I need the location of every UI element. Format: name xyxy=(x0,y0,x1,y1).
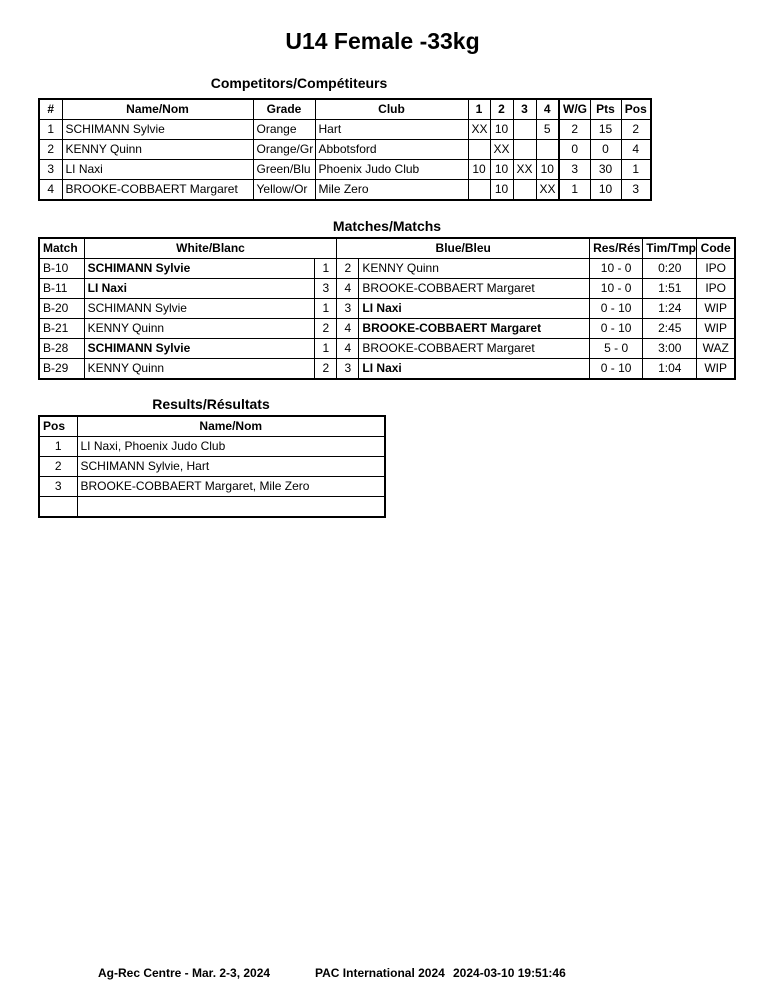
competitor-pos: 2 xyxy=(621,120,651,140)
competitor-pts: 0 xyxy=(590,140,621,160)
col-score2-header: 2 xyxy=(490,99,513,120)
competitor-score: 10 xyxy=(490,180,513,201)
col-num-header: # xyxy=(39,99,62,120)
match-id: B-28 xyxy=(39,339,84,359)
page-title: U14 Female -33kg xyxy=(285,28,480,54)
match-blue-num: 4 xyxy=(337,339,359,359)
match-blue-num: 3 xyxy=(337,299,359,319)
match-blue-num: 4 xyxy=(337,279,359,299)
col-score1-header: 1 xyxy=(468,99,490,120)
competitor-score: 10 xyxy=(536,160,559,180)
match-id: B-20 xyxy=(39,299,84,319)
match-white-name: SCHIMANN Sylvie xyxy=(84,259,315,279)
competitor-score xyxy=(536,140,559,160)
match-code: IPO xyxy=(697,279,735,299)
col-match-header: Match xyxy=(39,238,84,259)
competitor-score xyxy=(513,120,536,140)
match-id: B-21 xyxy=(39,319,84,339)
competitor-score: XX xyxy=(490,140,513,160)
competitor-score: 5 xyxy=(536,120,559,140)
competitor-grade: Orange/Gr xyxy=(253,140,315,160)
competitor-name: BROOKE-COBBAERT Margaret xyxy=(62,180,253,201)
competitor-wg: 3 xyxy=(559,160,590,180)
competitor-wg: 1 xyxy=(559,180,590,201)
competitor-club: Phoenix Judo Club xyxy=(315,160,468,180)
match-time: 1:51 xyxy=(643,279,697,299)
result-name: BROOKE-COBBAERT Margaret, Mile Zero xyxy=(77,477,385,497)
match-blue-name: BROOKE-COBBAERT Margaret xyxy=(359,339,590,359)
table-row xyxy=(39,160,651,180)
match-white-name: SCHIMANN Sylvie xyxy=(84,299,315,319)
competitor-score xyxy=(513,140,536,160)
results-section-title: Results/Résultats xyxy=(152,396,270,412)
result-name: SCHIMANN Sylvie, Hart xyxy=(77,457,385,477)
match-blue-name: BROOKE-COBBAERT Margaret xyxy=(359,319,590,339)
col-blue-header: Blue/Bleu xyxy=(337,238,590,259)
match-white-name: LI Naxi xyxy=(84,279,315,299)
table-row xyxy=(39,339,735,359)
competitor-grade: Green/Blu xyxy=(253,160,315,180)
col-pts-header: Pts xyxy=(590,99,621,120)
competitor-wg: 0 xyxy=(559,140,590,160)
competitor-pos: 1 xyxy=(621,160,651,180)
competitor-num: 1 xyxy=(39,120,62,140)
match-time: 1:04 xyxy=(643,359,697,380)
col-name-header: Name/Nom xyxy=(62,99,253,120)
col-score3-header: 3 xyxy=(513,99,536,120)
footer-venue: Ag-Rec Centre - Mar. 2-3, 2024 xyxy=(98,966,271,980)
match-time: 0:20 xyxy=(643,259,697,279)
match-code: WIP xyxy=(697,299,735,319)
match-blue-name: LI Naxi xyxy=(359,359,590,380)
match-result: 0 - 10 xyxy=(590,299,643,319)
table-row xyxy=(39,279,735,299)
result-name: LI Naxi, Phoenix Judo Club xyxy=(77,437,385,457)
competitor-name: SCHIMANN Sylvie xyxy=(62,120,253,140)
matches-table xyxy=(38,237,736,380)
match-blue-name: KENNY Quinn xyxy=(359,259,590,279)
col-time-header: Tim/Tmp xyxy=(643,238,697,259)
match-blue-num: 3 xyxy=(337,359,359,380)
competitor-pts: 10 xyxy=(590,180,621,201)
col-code-header: Code xyxy=(697,238,735,259)
table-row xyxy=(39,437,385,457)
competitor-score: XX xyxy=(536,180,559,201)
col-club-header: Club xyxy=(315,99,468,120)
competitor-name: LI Naxi xyxy=(62,160,253,180)
match-white-num: 1 xyxy=(315,259,337,279)
match-white-num: 3 xyxy=(315,279,337,299)
competitor-score: 10 xyxy=(468,160,490,180)
table-row xyxy=(39,140,651,160)
match-blue-name: LI Naxi xyxy=(359,299,590,319)
competitor-club: Hart xyxy=(315,120,468,140)
footer-timestamp: 2024-03-10 19:51:46 xyxy=(453,966,566,980)
match-blue-num: 4 xyxy=(337,319,359,339)
match-result: 0 - 10 xyxy=(590,319,643,339)
col-res-header: Res/Rés xyxy=(590,238,643,259)
result-pos: 1 xyxy=(39,437,77,457)
competitor-num: 3 xyxy=(39,160,62,180)
competitor-wg: 2 xyxy=(559,120,590,140)
match-time: 1:24 xyxy=(643,299,697,319)
col-name-header: Name/Nom xyxy=(77,416,385,437)
competitor-score: XX xyxy=(513,160,536,180)
match-result: 5 - 0 xyxy=(590,339,643,359)
matches-section-title: Matches/Matchs xyxy=(332,218,442,234)
match-code: IPO xyxy=(697,259,735,279)
match-result: 10 - 0 xyxy=(590,279,643,299)
result-name xyxy=(77,497,385,518)
match-code: WIP xyxy=(697,359,735,380)
table-row xyxy=(39,120,651,140)
match-result: 0 - 10 xyxy=(590,359,643,380)
match-white-num: 1 xyxy=(315,339,337,359)
competitor-num: 4 xyxy=(39,180,62,201)
match-time: 2:45 xyxy=(643,319,697,339)
competitor-score: 10 xyxy=(490,120,513,140)
col-grade-header: Grade xyxy=(253,99,315,120)
matches-header-row xyxy=(39,238,735,259)
competitor-name: KENNY Quinn xyxy=(62,140,253,160)
competitor-score xyxy=(513,180,536,201)
table-row xyxy=(39,319,735,339)
result-pos: 2 xyxy=(39,457,77,477)
table-row xyxy=(39,497,385,518)
competitor-pos: 3 xyxy=(621,180,651,201)
col-score4-header: 4 xyxy=(536,99,559,120)
footer-event: PAC International 2024 xyxy=(315,966,445,980)
competitor-score xyxy=(468,140,490,160)
competitor-score: 10 xyxy=(490,160,513,180)
match-white-name: KENNY Quinn xyxy=(84,319,315,339)
match-time: 3:00 xyxy=(643,339,697,359)
result-pos xyxy=(39,497,77,518)
competitor-club: Mile Zero xyxy=(315,180,468,201)
table-row xyxy=(39,477,385,497)
match-white-num: 2 xyxy=(315,359,337,380)
competitor-pts: 15 xyxy=(590,120,621,140)
table-row xyxy=(39,299,735,319)
results-table xyxy=(38,415,386,518)
competitors-section-title: Competitors/Compétiteurs xyxy=(210,75,388,91)
match-result: 10 - 0 xyxy=(590,259,643,279)
competitors-header-row xyxy=(39,99,651,120)
match-white-num: 2 xyxy=(315,319,337,339)
match-code: WIP xyxy=(697,319,735,339)
competitor-pos: 4 xyxy=(621,140,651,160)
match-id: B-11 xyxy=(39,279,84,299)
match-blue-num: 2 xyxy=(337,259,359,279)
table-row xyxy=(39,457,385,477)
competitor-club: Abbotsford xyxy=(315,140,468,160)
match-blue-name: BROOKE-COBBAERT Margaret xyxy=(359,279,590,299)
match-white-name: SCHIMANN Sylvie xyxy=(84,339,315,359)
match-id: B-29 xyxy=(39,359,84,380)
match-code: WAZ xyxy=(697,339,735,359)
col-pos-header: Pos xyxy=(39,416,77,437)
competitor-grade: Yellow/Or xyxy=(253,180,315,201)
competitor-grade: Orange xyxy=(253,120,315,140)
result-pos: 3 xyxy=(39,477,77,497)
match-white-num: 1 xyxy=(315,299,337,319)
table-row xyxy=(39,259,735,279)
col-wg-header: W/G xyxy=(559,99,590,120)
col-white-header: White/Blanc xyxy=(84,238,337,259)
match-white-name: KENNY Quinn xyxy=(84,359,315,380)
match-id: B-10 xyxy=(39,259,84,279)
table-row xyxy=(39,180,651,201)
results-header-row xyxy=(39,416,385,437)
competitor-score: XX xyxy=(468,120,490,140)
competitors-table xyxy=(38,98,652,201)
competitor-num: 2 xyxy=(39,140,62,160)
competitor-pts: 30 xyxy=(590,160,621,180)
competitor-score xyxy=(468,180,490,201)
col-pos-header: Pos xyxy=(621,99,651,120)
table-row xyxy=(39,359,735,380)
